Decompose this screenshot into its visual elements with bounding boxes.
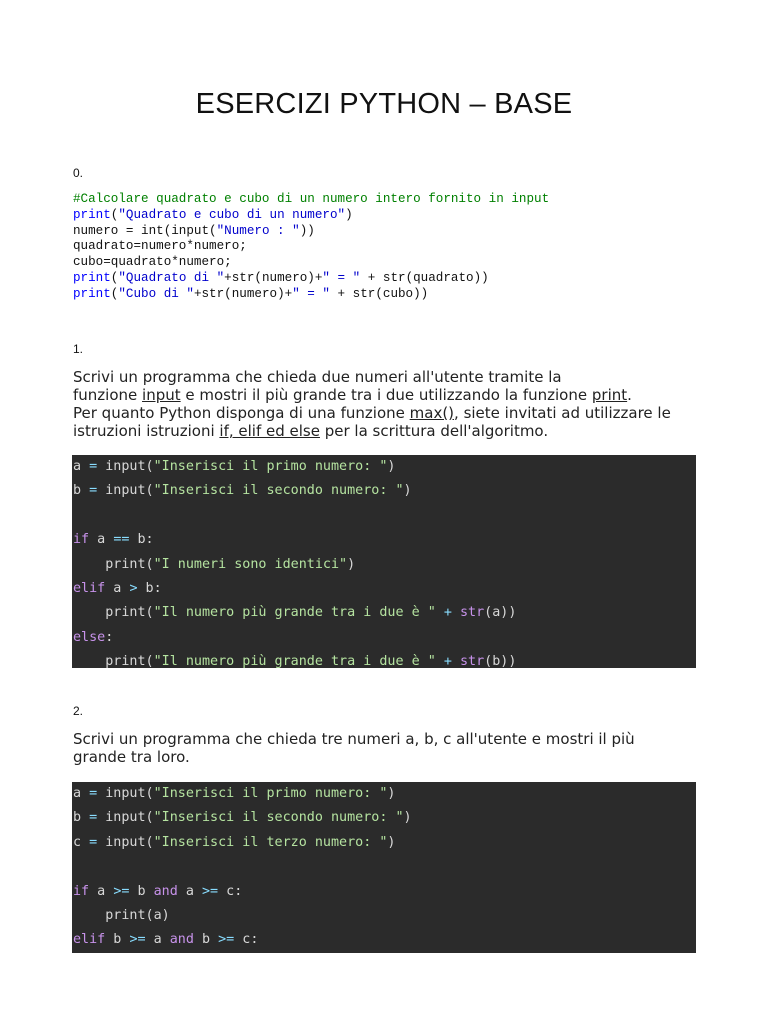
code-line: b = input("Inserisci il secondo numero: ") <box>73 810 412 826</box>
text-line <box>73 422 713 440</box>
text-line: Scrivi un programma che chieda tre numeri a, b, c all'utente e mostri il più <box>73 730 635 748</box>
code-line: quadrato=numero*numero; <box>73 239 247 254</box>
exercise-text <box>73 368 713 440</box>
code-line: else: <box>73 629 114 645</box>
text-span: istruzioni istruzioni <box>73 422 220 440</box>
code-line: a = input("Inserisci il primo numero: ") <box>73 459 396 474</box>
text-span: funzione <box>73 386 143 404</box>
code-line: if a >= b and a >= c: <box>73 883 243 899</box>
code-line: print("I numeri sono identici") <box>73 556 356 572</box>
code-line: print("Cubo di "+str(numero)+" = " + str(cubo)) <box>73 286 429 301</box>
page-title: ESERCIZI PYTHON – BASE <box>195 88 573 120</box>
code-block-light <box>73 192 549 303</box>
code-line: print("Il numero più grande tra i due è " + str(b)) <box>73 654 517 668</box>
link-print: print <box>591 386 628 404</box>
code-block-dark <box>72 455 696 668</box>
code-line: print(a) <box>73 908 170 924</box>
code-block-dark <box>72 782 696 953</box>
text-span: , siete invitati ad utilizzare le <box>454 404 671 422</box>
code-line: b = input("Inserisci il secondo numero: ") <box>73 483 412 499</box>
text-span: per la scrittura dell'algoritmo. <box>319 422 549 440</box>
code-content <box>72 782 696 953</box>
text-line <box>73 386 713 404</box>
code-line: c = input("Inserisci il terzo numero: ") <box>73 834 396 850</box>
section-number: 1. <box>73 342 84 356</box>
text-span: Per quanto Python disponga di una funzione <box>73 404 410 422</box>
code-line: print("Il numero più grande tra i due è " + str(a)) <box>73 605 517 621</box>
code-line: elif a > b: <box>73 581 162 597</box>
exercise-text <box>73 730 713 766</box>
section-number: 2. <box>73 704 84 718</box>
code-line: #Calcolare quadrato e cubo di un numero intero fornito in input <box>73 192 550 206</box>
text-span: e mostri il più grande tra i due utilizzando la funzione <box>180 386 592 404</box>
code-line: cubo=quadrato*numero; <box>73 255 232 270</box>
link-max: max() <box>409 404 455 422</box>
code-line: elif b >= a and b >= c: <box>73 932 259 948</box>
code-line <box>73 859 81 874</box>
text-line <box>73 404 713 422</box>
code-content <box>72 455 696 668</box>
link-if-elif-else: if, elif ed else <box>219 422 320 440</box>
section-number: 0. <box>73 166 84 180</box>
text-line: Scrivi un programma che chieda due numeri all'utente tramite la <box>73 368 562 386</box>
code-line <box>73 508 81 523</box>
code-line: print("Quadrato e cubo di un numero") <box>73 207 353 222</box>
code-line: numero = int(input("Numero : ")) <box>73 223 315 238</box>
link-input: input <box>142 386 181 404</box>
text-line: grande tra loro. <box>73 748 190 766</box>
code-line: print("Quadrato di "+str(numero)+" = " + str(quadrato)) <box>73 270 489 285</box>
code-line: a = input("Inserisci il primo numero: ") <box>73 786 396 801</box>
text-span: . <box>627 386 632 404</box>
code-line: if a == b: <box>73 532 154 548</box>
